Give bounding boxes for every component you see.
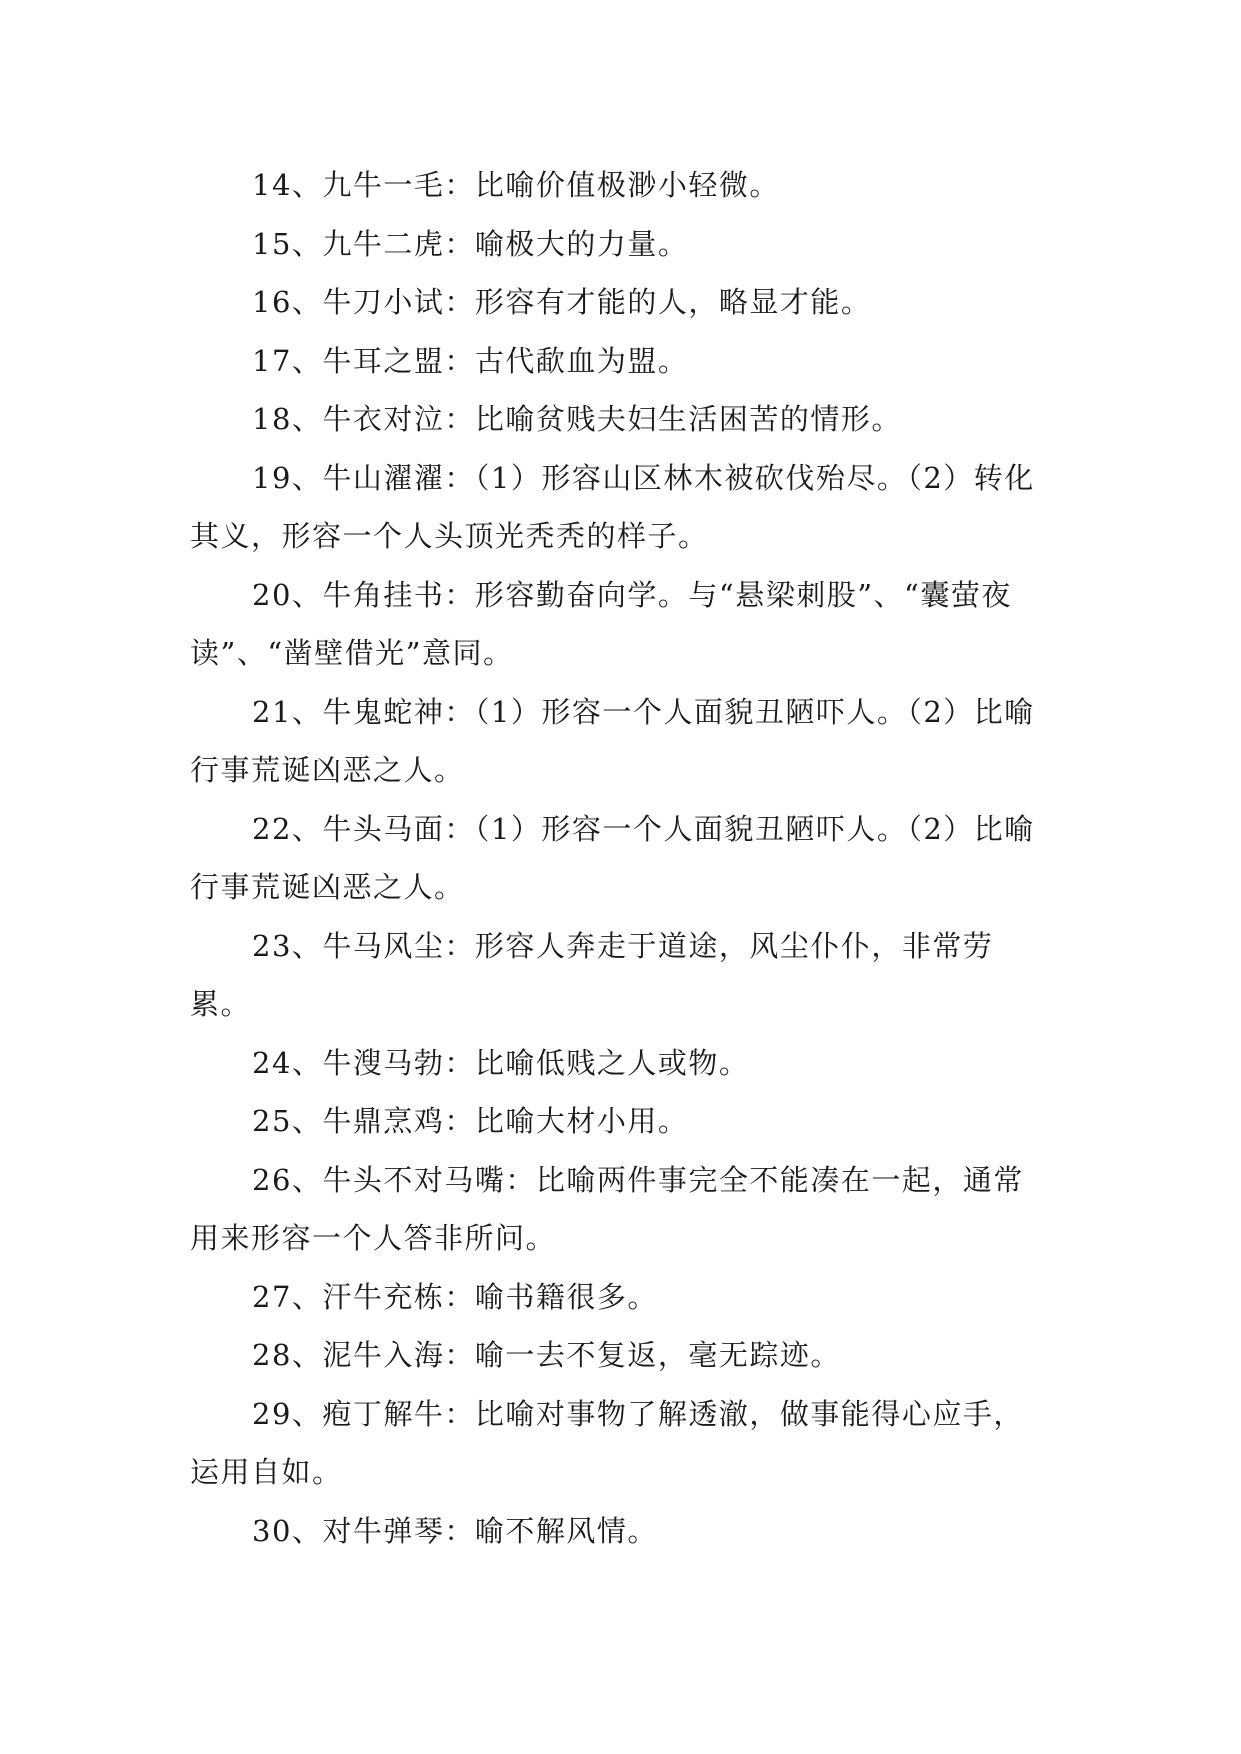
document-body <box>190 156 1052 1560</box>
idiom-entry-27: 27、汗牛充栋：喻书籍很多。 <box>252 1279 658 1314</box>
idiom-entry-17: 17、牛耳之盟：古代歃血为盟。 <box>252 343 689 378</box>
idiom-entry-20: 20、牛角挂书：形容勤奋向学。与“悬梁刺股”、“囊萤夜读”、“凿壁借光”意同。 <box>190 577 1012 670</box>
idiom-entry-18: 18、牛衣对泣：比喻贫贱夫妇生活困苦的情形。 <box>252 402 902 436</box>
idiom-entry-28: 28、泥牛入海：喻一去不复返，毫无踪迹。 <box>252 1338 841 1372</box>
idiom-entry-21: 21、牛鬼蛇神：（1）形容一个人面貌丑陋吓人。（2）比喻行事荒诞凶恶之人。 <box>190 694 1035 787</box>
idiom-entry-22: 22、牛头马面：（1）形容一个人面貌丑陋吓人。（2）比喻行事荒诞凶恶之人。 <box>190 811 1035 904</box>
idiom-entry-30: 30、对牛弹琴：喻不解风情。 <box>252 1513 658 1548</box>
idiom-entry-26: 26、牛头不对马嘴：比喻两件事完全不能凑在一起，通常用来形容一个人答非所问。 <box>190 1162 1024 1255</box>
idiom-entry-29: 29、疱丁解牛：比喻对事物了解透澈，做事能得心应手，运用自如。 <box>190 1396 1024 1489</box>
idiom-entry-23: 23、牛马风尘：形容人奔走于道途，风尘仆仆，非常劳累。 <box>190 928 994 1021</box>
idiom-entry-24: 24、牛溲马勃：比喻低贱之人或物。 <box>252 1045 750 1080</box>
idiom-entry-14: 14、九牛一毛：比喻价值极渺小轻微。 <box>252 168 780 202</box>
idiom-entry-15: 15、九牛二虎：喻极大的力量。 <box>252 226 689 261</box>
idiom-entry-19: 19、牛山濯濯：（1）形容山区林木被砍伐殆尽。（2）转化其义，形容一个人头顶光秃秃的样子。 <box>190 460 1035 553</box>
idiom-entry-16: 16、牛刀小试：形容有才能的人，略显才能。 <box>252 285 872 319</box>
idiom-entry-25: 25、牛鼎烹鸡：比喻大材小用。 <box>252 1104 689 1138</box>
